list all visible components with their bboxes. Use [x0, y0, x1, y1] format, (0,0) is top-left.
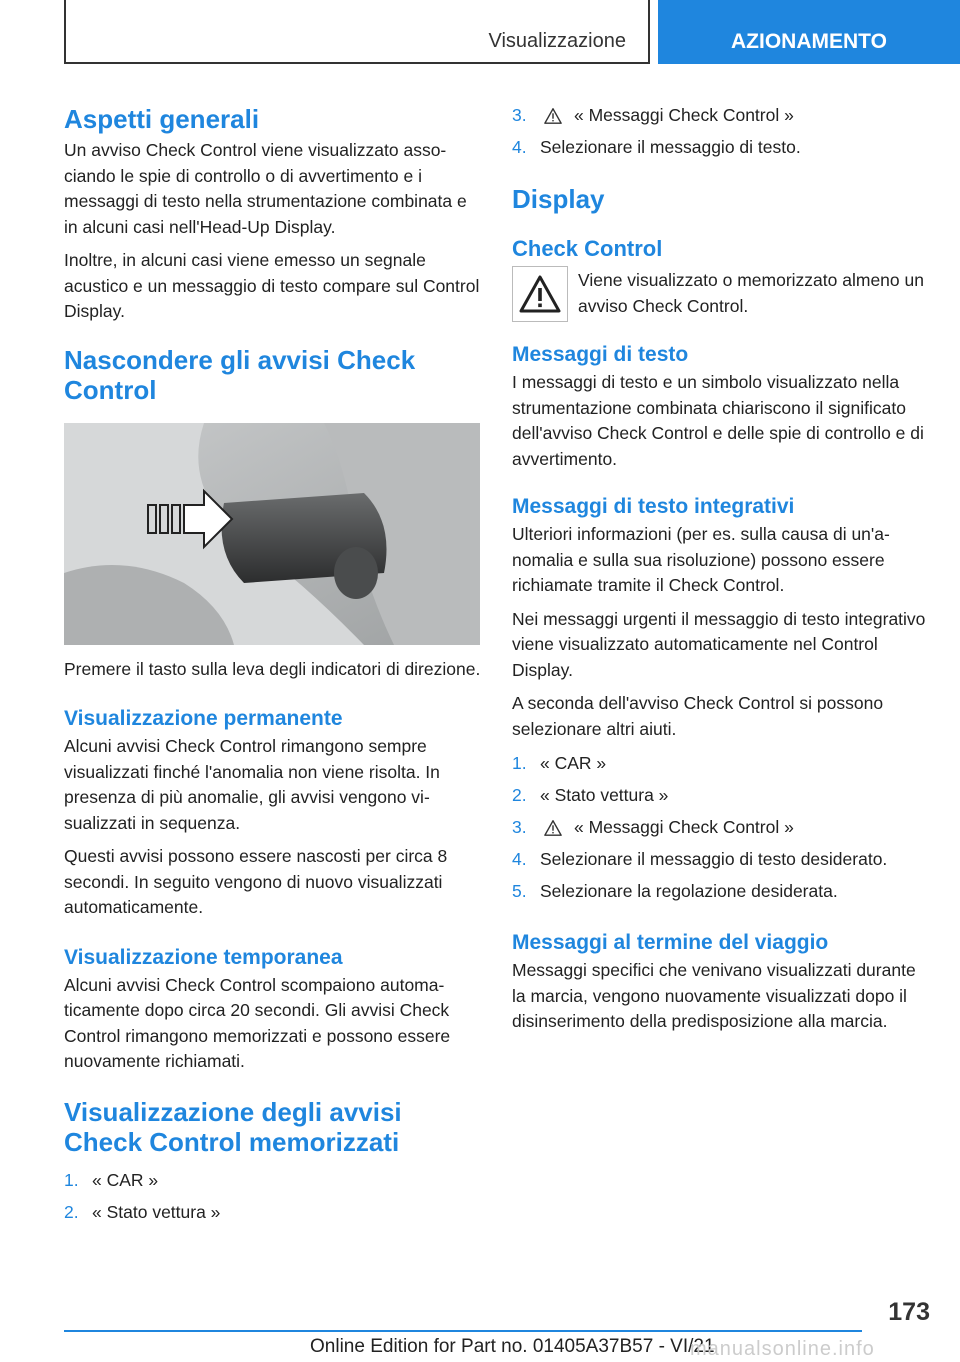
- edition-text: Online Edition for Part no. 01405A37B57 - VI/21: [310, 1336, 715, 1357]
- list-number: 5.: [512, 881, 527, 902]
- paragraph: Questi avvisi possono essere nascosti per circa 8 secondi. In seguito vengono di nuovo visualizzati automaticamente.: [64, 846, 448, 917]
- paragraph: Inoltre, in alcuni casi viene emesso un segnale acustico e un messaggio di testo compare sul Control Display.: [64, 250, 480, 321]
- paragraph: I messaggi di testo e un simbolo visualizzato nella strumentazione combinata chiariscono il significato dell'avviso Check Control e delle spie di controllo e di avvertimento.: [512, 372, 924, 469]
- heading-messaggi-integrativi: Messaggi di testo integrativi: [512, 495, 795, 518]
- heading-nascondere-avvisi: Nascondere gli avvisi Check Control: [64, 344, 416, 405]
- paragraph: Nei messaggi urgenti il messaggio di testo integrativo viene visualizzato automaticamente nel Control Display.: [512, 608, 926, 680]
- right-column: [512, 100, 930, 1035]
- list-number: 3.: [512, 105, 527, 126]
- footer-divider: [64, 1330, 862, 1332]
- heading-check-control: Check Control: [512, 236, 663, 261]
- heading-visualizzazione-temporanea: Visualizzazione temporanea: [64, 945, 343, 969]
- heading-avvisi-memorizzati: Visualizzazione degli avvisi Check Control memorizzati: [64, 1096, 402, 1157]
- list-item: [512, 876, 930, 908]
- list-text: Selezionare il messaggio di testo.: [540, 137, 801, 158]
- paragraph: Alcuni avvisi Check Control scompaiono automaticamente dopo circa 20 secondi. Gli avvisi Check Control rimangono memorizzati e possono essere nuovamente richiamati.: [64, 974, 451, 1071]
- list-item: [512, 132, 930, 164]
- paragraph: Alcuni avvisi Check Control rimangono sempre visualizzati finché l'anomalia non viene risolta. In presenza di più anomalie, gli avvisi vengono visualizzati in sequenza.: [64, 736, 440, 833]
- paragraph: A seconda dell'avviso Check Control si possono selezionare altri aiuti.: [512, 693, 884, 739]
- list-text: « Messaggi Check Control »: [574, 817, 794, 838]
- paragraph: Messaggi specifici che venivano visualizzati durante la marcia, vengono nuovamente visualizzati dopo il disinserimento della predisposizione alla marcia.: [512, 960, 916, 1031]
- list-number: 3.: [512, 817, 527, 838]
- list-number: 2.: [64, 1201, 79, 1222]
- list-text: « Stato vettura »: [540, 785, 669, 806]
- list-text: « Stato vettura »: [92, 1201, 221, 1222]
- list-item: [512, 812, 930, 844]
- list-number: 2.: [512, 785, 527, 806]
- list-number: 4.: [512, 849, 527, 870]
- warning-triangle-icon: [512, 266, 568, 322]
- list-number: 1.: [64, 1169, 79, 1190]
- section-title: Visualizzazione: [488, 30, 626, 52]
- list-number: 1.: [512, 753, 527, 774]
- list-number: 4.: [512, 137, 527, 158]
- list-text: « CAR »: [92, 1169, 159, 1190]
- paragraph: Premere il tasto sulla leva degli indicatori di direzione.: [64, 658, 481, 679]
- page-number: 173: [888, 1298, 930, 1326]
- heading-visualizzazione-permanente: Visualizzazione permanente: [64, 707, 343, 730]
- paragraph: Un avviso Check Control viene visualizzato associando le spie di controllo o di avvertimento e i messaggi di testo nella strumentazione combinata e in alcuni casi nell'Head-Up Display.: [64, 140, 467, 237]
- steps-list: [512, 100, 930, 164]
- list-item: [64, 1165, 482, 1197]
- header-section-box: [64, 0, 650, 64]
- list-text: « Messaggi Check Control »: [574, 105, 794, 126]
- warning-triangle-icon: [544, 107, 562, 125]
- list-text: « CAR »: [540, 753, 607, 774]
- steps-list: [512, 748, 930, 908]
- paragraph: Viene visualizzato o memorizzato almeno un avviso Check Control.: [578, 270, 924, 316]
- turn-signal-lever-photo: [64, 423, 480, 645]
- heading-display: Display: [512, 184, 605, 214]
- heading-messaggi-termine-viaggio: Messaggi al termine del viaggio: [512, 931, 829, 954]
- watermark: manualsonline.info: [690, 1338, 875, 1360]
- chapter-tab[interactable]: AZIONAMENTO: [658, 0, 960, 64]
- warning-triangle-icon: [544, 819, 562, 837]
- list-item: [64, 1197, 482, 1229]
- list-text: Selezionare la regolazione desiderata.: [540, 881, 838, 902]
- check-control-block: [512, 266, 930, 322]
- paragraph: Ulteriori informazioni (per es. sulla causa di un'anomalia e sulla sua risoluzione) possono essere richiamate tramite il Check Control.: [512, 524, 890, 595]
- heading-aspetti-generali: Aspetti generali: [64, 104, 260, 134]
- heading-messaggi-testo: Messaggi di testo: [512, 343, 689, 366]
- steps-list: [64, 1165, 482, 1229]
- list-item: [512, 100, 930, 132]
- list-item: [512, 844, 930, 876]
- left-column: [64, 100, 482, 1229]
- list-item: [512, 748, 930, 780]
- list-text: Selezionare il messaggio di testo desiderato.: [540, 849, 888, 870]
- list-item: [512, 780, 930, 812]
